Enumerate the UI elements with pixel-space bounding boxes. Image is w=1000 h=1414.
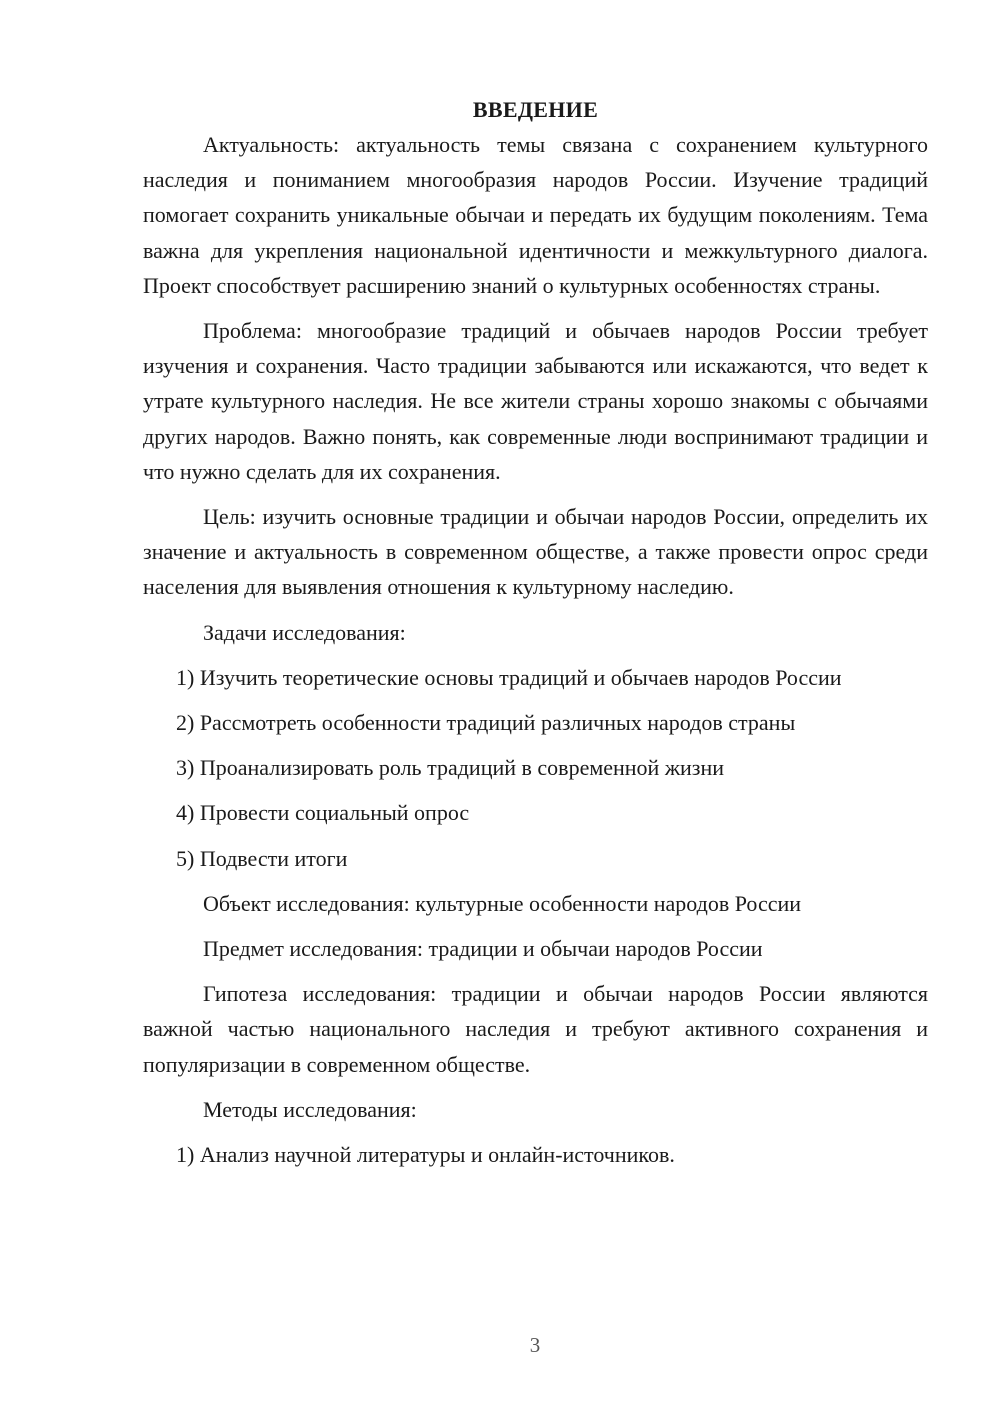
task-item: 4) Провести социальный опрос (176, 800, 470, 826)
task-item: 2) Рассмотреть особенности традиций различных народов страны (176, 710, 796, 736)
object-paragraph: Объект исследования: культурные особенности народов России (203, 890, 802, 916)
goal-paragraph: Цель: изучить основные традиции и обычаи народов России, определить их значение и актуальность в современном обществе, а также провести опрос среди населения для выявления отношения к культурному наследию. (143, 504, 928, 600)
subject-paragraph: Предмет исследования: традиции и обычаи народов России (203, 936, 763, 962)
page-number: 3 (529, 1333, 541, 1357)
section-heading: ВВЕДЕНИЕ (472, 97, 599, 122)
task-item: 5) Подвести итоги (176, 845, 348, 871)
method-item: 1) Анализ научной литературы и онлайн-источников. (176, 1142, 675, 1168)
relevance-paragraph: Актуальность: актуальность темы связана с сохранением культурного наследия и пониманием многообразия народов России. Изучение традиций помогает сохранить уникальные обычаи и передать их будущим поколениям. Тема важна для укрепления национальной идентичности и межкультурного диалога. Проект способствует расширению знаний о культурных особенностях страны. (143, 132, 928, 298)
tasks-title: Задачи исследования: (203, 619, 406, 645)
task-item: 1) Изучить теоретические основы традиций и обычаев народов России (176, 664, 842, 690)
methods-title: Методы исследования: (203, 1096, 417, 1122)
task-item: 3) Проанализировать роль традиций в современной жизни (176, 755, 725, 781)
hypothesis-paragraph: Гипотеза исследования: традиции и обычаи народов России являются важной частью национального наследия и требуют активного сохранения и популяризации в современном обществе. (143, 981, 928, 1077)
document-page (143, 92, 928, 1182)
problem-paragraph: Проблема: многообразие традиций и обычаев народов России требует изучения и сохранения. Часто традиции забываются или искажаются, что ведет к утрате культурного наследия. Не все жители страны хорошо знакомы с обычаями других народов. Важно понять, как современные люди воспринимают традиции и что нужно сделать для их сохранения. (143, 318, 928, 484)
